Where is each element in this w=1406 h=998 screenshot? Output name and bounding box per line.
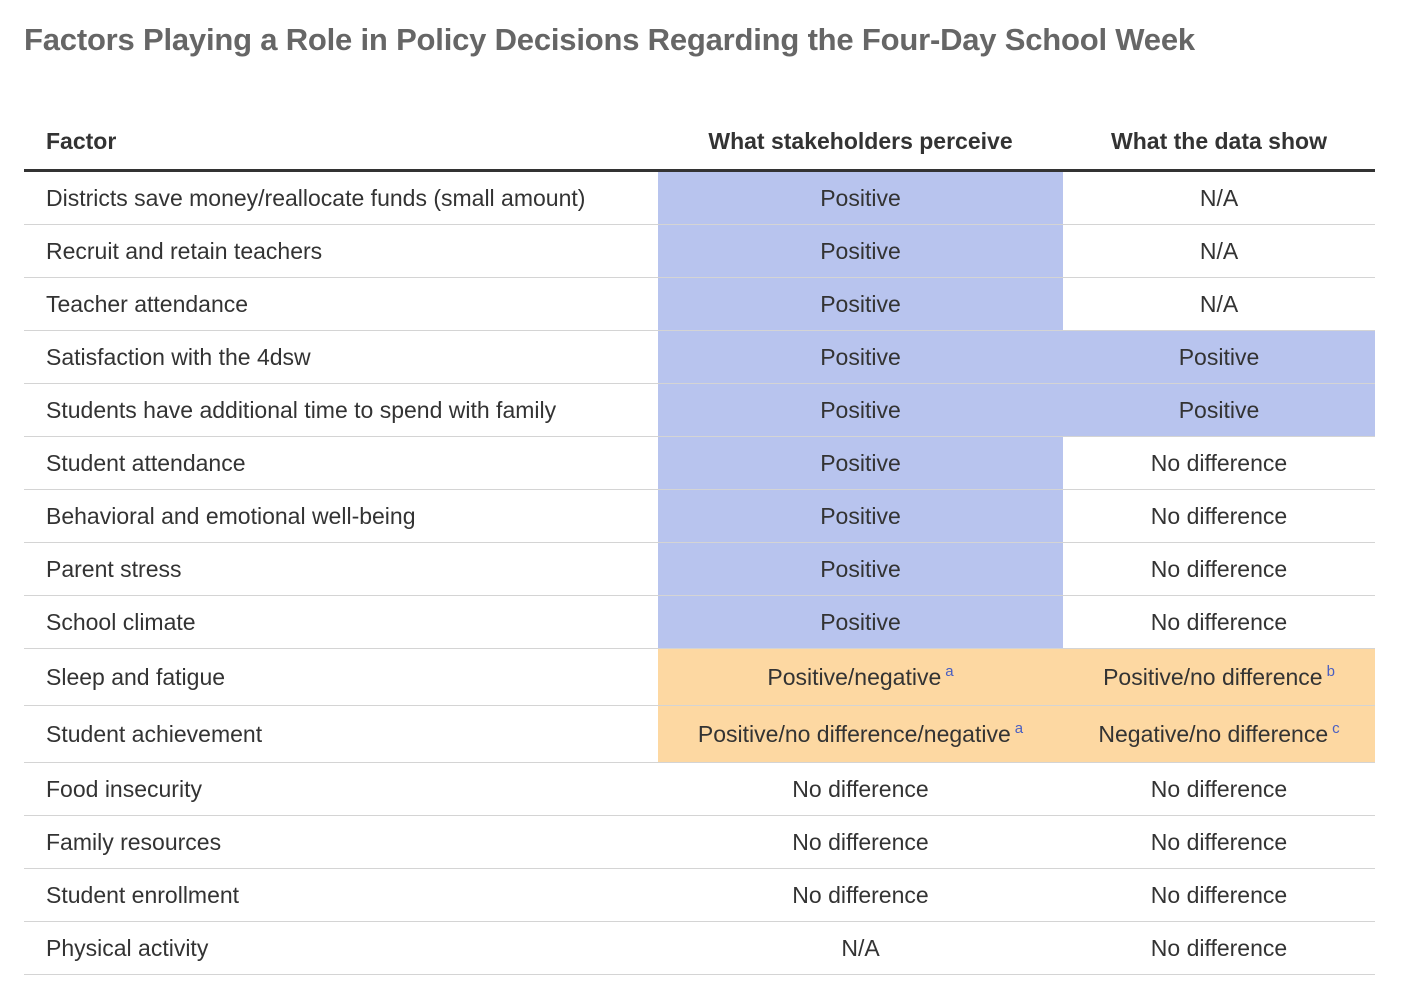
perceive-cell <box>658 869 1063 922</box>
data-show-cell <box>1063 437 1375 490</box>
page-title: Factors Playing a Role in Policy Decisions Regarding the Four-Day School Week <box>24 22 1195 57</box>
data-show-cell <box>1063 649 1375 706</box>
data-show-cell <box>1063 816 1375 869</box>
perceive-cell-text: Positive <box>820 502 901 529</box>
perceive-cell <box>658 490 1063 543</box>
perceive-cell <box>658 763 1063 816</box>
perceive-cell <box>658 649 1063 706</box>
perceive-cell-text: Positive <box>820 184 901 211</box>
factor-cell: Behavioral and emotional well-being <box>24 490 658 543</box>
table-row <box>24 225 1375 278</box>
data-show-cell <box>1063 490 1375 543</box>
perceive-cell-text: No difference <box>792 881 929 908</box>
table-row <box>24 596 1375 649</box>
perceive-cell <box>658 331 1063 384</box>
perceive-cell-text: Positive <box>820 290 901 317</box>
perceive-cell-text: Positive <box>820 237 901 264</box>
data-show-cell-text: No difference <box>1150 449 1288 476</box>
perceive-cell-text: No difference <box>792 775 929 802</box>
perceive-cell <box>658 596 1063 649</box>
factor-cell: Family resources <box>24 816 658 869</box>
factor-cell: Student enrollment <box>24 869 658 922</box>
data-show-cell-text: No difference <box>1150 934 1288 961</box>
factor-cell: Recruit and retain teachers <box>24 225 658 278</box>
data-show-cell-text: Positive <box>1178 343 1260 370</box>
perceive-cell-text: No difference <box>792 828 929 855</box>
perceive-cell-text: Positive <box>820 343 901 370</box>
factor-cell: Teacher attendance <box>24 278 658 331</box>
perceive-cell-text: N/A <box>841 934 880 961</box>
perceive-cell-text: Positive/negative <box>767 664 942 690</box>
factor-cell: Student attendance <box>24 437 658 490</box>
factor-cell: Student achievement <box>24 706 658 763</box>
data-show-cell <box>1063 331 1375 384</box>
perceive-cell <box>658 437 1063 490</box>
data-show-cell-text: Positive/no difference <box>1103 664 1323 690</box>
table-row <box>24 278 1375 331</box>
data-show-cell-text: No difference <box>1150 828 1288 855</box>
perceive-cell-text: Positive <box>820 555 901 582</box>
data-show-cell-text: N/A <box>1199 184 1239 211</box>
column-header-perceive: What stakeholders perceive <box>658 114 1063 171</box>
perceive-cell <box>658 816 1063 869</box>
table-row <box>24 816 1375 869</box>
perceive-cell <box>658 225 1063 278</box>
table-row <box>24 763 1375 816</box>
perceive-cell <box>658 922 1063 975</box>
table-header-row <box>24 114 1375 171</box>
data-show-cell-text: No difference <box>1150 555 1288 582</box>
footnote-marker: c <box>1332 720 1340 737</box>
data-show-cell <box>1063 706 1375 763</box>
factor-cell: Physical activity <box>24 922 658 975</box>
perceive-cell-text: Positive <box>820 449 901 476</box>
table-row <box>24 171 1375 225</box>
factor-cell: Food insecurity <box>24 763 658 816</box>
table-row <box>24 490 1375 543</box>
data-show-cell <box>1063 225 1375 278</box>
data-show-cell <box>1063 922 1375 975</box>
perceive-cell <box>658 706 1063 763</box>
table-row <box>24 543 1375 596</box>
table-body <box>24 171 1375 975</box>
perceive-cell <box>658 384 1063 437</box>
table-row <box>24 649 1375 706</box>
table-row <box>24 437 1375 490</box>
data-show-cell-text: Negative/no difference <box>1098 721 1329 747</box>
footnote-marker: b <box>1326 663 1335 680</box>
data-show-cell-text: No difference <box>1150 881 1288 908</box>
table-row <box>24 331 1375 384</box>
data-show-cell-text: No difference <box>1150 775 1288 802</box>
perceive-cell-text: Positive <box>820 396 901 423</box>
data-show-cell <box>1063 171 1375 225</box>
factors-table <box>24 114 1375 975</box>
data-show-cell <box>1063 596 1375 649</box>
footnote-marker: a <box>945 663 954 680</box>
column-header-factor: Factor <box>24 114 658 171</box>
perceive-cell-text: Positive <box>820 608 901 635</box>
table-row <box>24 869 1375 922</box>
factor-cell: Parent stress <box>24 543 658 596</box>
perceive-cell <box>658 171 1063 225</box>
data-show-cell <box>1063 869 1375 922</box>
data-show-cell-text: No difference <box>1150 502 1288 529</box>
perceive-cell-text: Positive/no difference/negative <box>697 721 1011 747</box>
column-header-data: What the data show <box>1063 114 1375 171</box>
table-row <box>24 922 1375 975</box>
data-show-cell-text: N/A <box>1199 290 1239 317</box>
footnote-marker: a <box>1014 720 1024 737</box>
factor-cell: Students have additional time to spend with family <box>24 384 658 437</box>
data-show-cell <box>1063 384 1375 437</box>
factor-cell: Satisfaction with the 4dsw <box>24 331 658 384</box>
data-show-cell <box>1063 763 1375 816</box>
perceive-cell <box>658 278 1063 331</box>
table-row <box>24 706 1375 763</box>
perceive-cell <box>658 543 1063 596</box>
data-show-cell-text: No difference <box>1150 608 1288 635</box>
factor-cell: School climate <box>24 596 658 649</box>
data-show-cell-text: N/A <box>1199 237 1239 264</box>
factor-cell: Sleep and fatigue <box>24 649 658 706</box>
data-show-cell-text: Positive <box>1178 396 1260 423</box>
table-row <box>24 384 1375 437</box>
data-show-cell <box>1063 278 1375 331</box>
data-show-cell <box>1063 543 1375 596</box>
factor-cell: Districts save money/reallocate funds (small amount) <box>24 171 658 225</box>
